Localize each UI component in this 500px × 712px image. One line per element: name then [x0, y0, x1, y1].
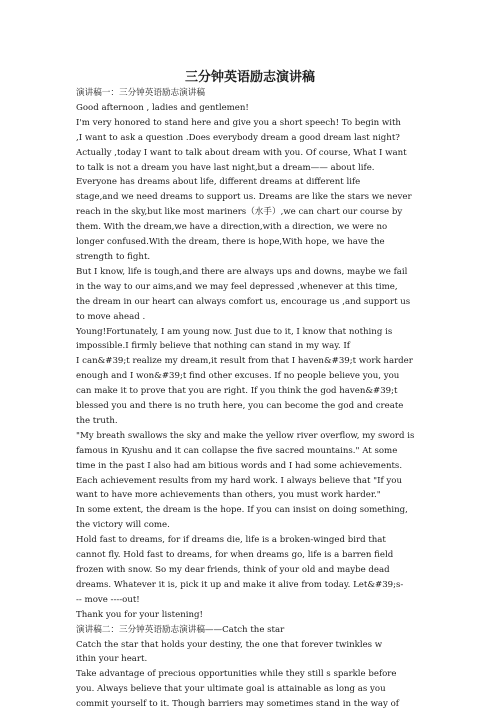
text-line: to talk is not a dream you have last night,but a dream—— about life.: [76, 162, 375, 173]
text-line: can make it to prove that you are right. If you think the god haven&#39;t: [76, 386, 398, 397]
text-line: them. With the dream,we have a direction,with a direction, we were no: [76, 222, 388, 233]
text-line: I can&#39;t realize my dream,it result from that I haven&#39;t work harder: [76, 356, 413, 367]
text-line: I'm very honored to stand here and give you a short speech! To begin with: [76, 117, 401, 128]
text-line: in the way to our aims,and we may feel depressed ,whenever at this time,: [76, 281, 398, 292]
text-line: blessed you and there is no truth here, you can become the god and create: [76, 401, 404, 412]
text-line: Each achievement results from my hard work. I always believe that "If you: [76, 475, 402, 486]
text-line: 演讲稿二：三分钟英语励志演讲稿——Catch the star: [76, 624, 285, 635]
text-line: Hold fast to dreams, for if dreams die, life is a broken-winged bird that: [76, 535, 386, 546]
text-line: longer confused.With the dream, there is hope,With hope, we have the: [76, 237, 385, 248]
document-body: [76, 86, 426, 712]
text-line: time in the past I also had am bitious words and I had some achievements.: [76, 460, 403, 471]
text-line: reach in the sky,but like most mariners（水手）,we can chart our course by: [76, 207, 403, 218]
text-line: enough and I won&#39;t find other excuses. If no people believe you, you: [76, 371, 400, 382]
text-line: famous in Kyushu and it can collapse the five sacred mountains." At some: [76, 445, 398, 456]
text-line: frozen with snow. So my dear friends, think of your old and maybe dead: [76, 565, 390, 575]
text-line: the victory will come.: [76, 520, 170, 531]
text-line: ,I want to ask a question .Does everybody dream a good dream last night?: [76, 132, 400, 143]
text-line: Thank you for your listening!: [76, 609, 203, 620]
text-line: Everyone has dreams about life, different dreams at different life: [76, 177, 361, 188]
text-line: to move ahead .: [76, 311, 146, 322]
text-line: Catch the star that holds your destiny, the one that forever twinkles w: [76, 639, 383, 650]
text-line: -- move ----out!: [76, 594, 140, 605]
text-line: you. Always believe that your ultimate goal is attainable as long as you: [76, 684, 386, 695]
text-line: Good afternoon , ladies and gentlemen!: [76, 102, 249, 113]
text-line: cannot fly. Hold fast to dreams, for when dreams go, life is a barren field: [76, 550, 394, 561]
text-line: the truth.: [76, 415, 118, 426]
text-line: commit yourself to it. Though barriers may sometimes stand in the way of: [76, 699, 399, 710]
text-line: stage,and we need dreams to support us. Dreams are like the stars we never: [76, 192, 412, 203]
document-title: 三分钟英语励志演讲稿: [184, 70, 315, 85]
text-line: Actually ,today I want to talk about dream with you. Of course, What I want: [76, 147, 407, 158]
text-line: want to have more achievements than others, you must work harder.": [76, 490, 381, 501]
text-line: 演讲稿一：三分钟英语励志演讲稿: [76, 88, 205, 98]
text-line: strength to fight.: [76, 251, 151, 262]
text-line: dreams. Whatever it is, pick it up and make it alive from today. Let&#39;s-: [76, 579, 404, 590]
text-line: "My breath swallows the sky and make the yellow river overflow, my sword is: [76, 430, 415, 441]
text-line: Young!Fortunately, I am young now. Just due to it, I know that nothing is: [76, 326, 393, 337]
text-line: the dream in our heart can always comfort us, encourage us ,and support us: [76, 296, 411, 307]
text-line: Take advantage of precious opportunities while they still s sparkle before: [76, 669, 397, 680]
text-line: impossible.I firmly believe that nothing can stand in my way. If: [76, 341, 350, 352]
text-line: ithin your heart.: [76, 654, 148, 665]
text-line: In some extent, the dream is the hope. If you can insist on doing something,: [76, 505, 408, 516]
text-line: But I know, life is tough,and there are always ups and downs, maybe we fail: [76, 266, 408, 277]
